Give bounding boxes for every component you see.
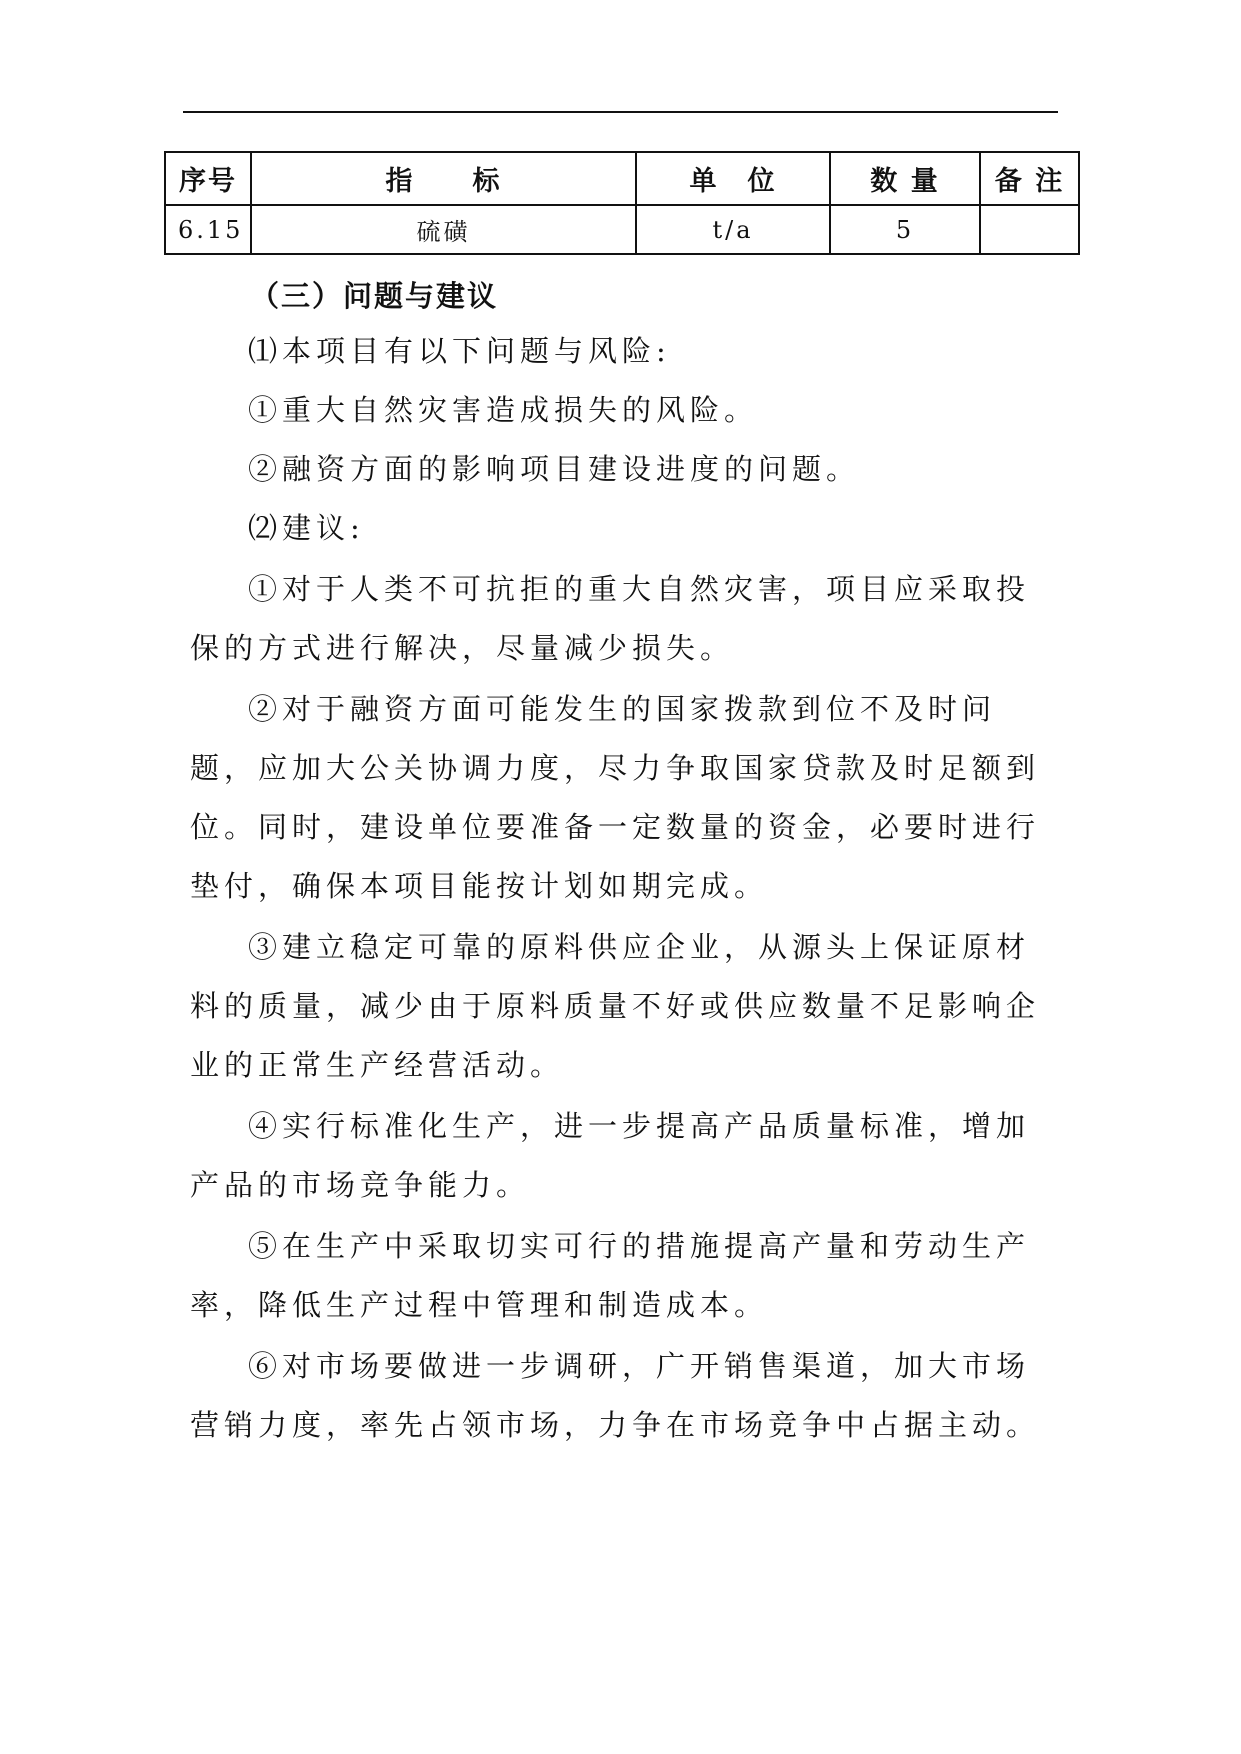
paragraph-problems-intro: ⑴本项目有以下问题与风险: xyxy=(248,334,671,368)
table-header-row xyxy=(165,152,1079,205)
cell-index: 6.15 xyxy=(165,205,251,254)
section-title: （三）问题与建议 xyxy=(250,279,499,313)
paragraph-suggestion-5: ⑤在生产中采取切实可行的措施提高产量和劳动生产率，降低生产过程中管理和制造成本。 xyxy=(190,1229,1031,1322)
cell-quantity: 5 xyxy=(830,205,980,254)
paragraph-suggestion-3: ③建立稳定可靠的原料供应企业，从源头上保证原材料的质量，减少由于原料质量不好或供应数量不足影响企业的正常生产经营活动。 xyxy=(190,930,1041,1082)
col-header-remark: 备 注 xyxy=(980,152,1079,205)
paragraph-risk-2: ②融资方面的影响项目建设进度的问题。 xyxy=(248,452,861,486)
paragraph-suggestion-4: ④实行标准化生产，进一步提高产品质量标准，增加产品的市场竞争能力。 xyxy=(190,1109,1031,1202)
table-row xyxy=(165,205,1079,254)
col-header-index: 序号 xyxy=(165,152,251,205)
paragraph-suggestions-intro: ⑵建议: xyxy=(248,511,365,545)
cell-unit: t/a xyxy=(636,205,830,254)
cell-remark xyxy=(980,205,1079,254)
paragraph-suggestion-2: ②对于融资方面可能发生的国家拨款到位不及时问题，应加大公关协调力度，尽力争取国家贷款及时足额到位。同时，建设单位要准备一定数量的资金，必要时进行垫付，确保本项目能按计划如期完成。 xyxy=(190,692,1041,903)
col-header-unit: 单 位 xyxy=(636,152,830,205)
paragraph-risk-1: ①重大自然灾害造成损失的风险。 xyxy=(248,393,759,427)
indicator-table xyxy=(164,151,1080,255)
header-rule xyxy=(183,111,1058,113)
paragraph-suggestion-6: ⑥对市场要做进一步调研，广开销售渠道，加大市场营销力度，率先占领市场，力争在市场竞争中占据主动。 xyxy=(190,1349,1041,1442)
col-header-indicator: 指 标 xyxy=(251,152,636,205)
paragraph-suggestion-1: ①对于人类不可抗拒的重大自然灾害，项目应采取投保的方式进行解决，尽量减少损失。 xyxy=(190,572,1031,665)
col-header-quantity: 数 量 xyxy=(830,152,980,205)
cell-indicator: 硫磺 xyxy=(251,205,636,254)
section-body xyxy=(190,322,1060,1455)
